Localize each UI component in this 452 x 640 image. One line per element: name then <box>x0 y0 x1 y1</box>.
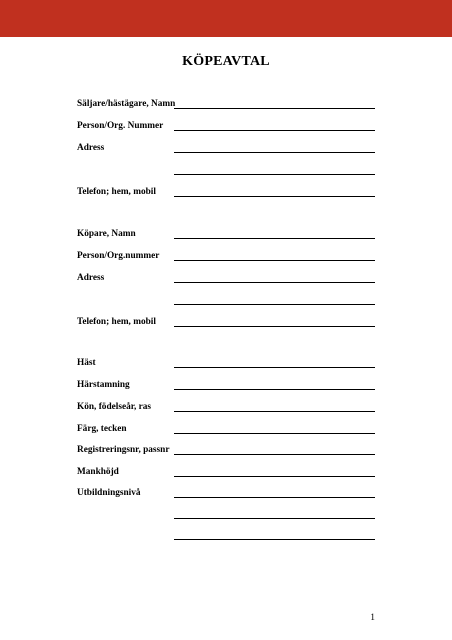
field-label: Kön, födelseår, ras <box>77 401 152 412</box>
fill-in-line[interactable] <box>174 389 375 390</box>
fill-in-line[interactable] <box>174 411 375 412</box>
fill-in-line[interactable] <box>174 497 375 498</box>
fill-in-line[interactable] <box>174 539 375 540</box>
form-row <box>77 313 375 327</box>
field-label: Färg, tecken <box>77 423 127 434</box>
fill-in-line[interactable] <box>174 476 375 477</box>
form-row <box>77 139 375 153</box>
form-row <box>77 247 375 261</box>
fill-in-line[interactable] <box>174 304 375 305</box>
form-row <box>77 183 375 197</box>
field-label: Mankhöjd <box>77 466 119 477</box>
fill-in-line[interactable] <box>174 282 375 283</box>
field-label: Person/Org.nummer <box>77 250 160 261</box>
field-label: Person/Org. Nummer <box>77 120 164 131</box>
field-label: Utbildningsnivå <box>77 487 141 498</box>
fill-in-line[interactable] <box>174 433 375 434</box>
fill-in-line[interactable] <box>174 196 375 197</box>
field-label: Telefon; hem, mobil <box>77 316 156 327</box>
fill-in-line[interactable] <box>174 454 375 455</box>
form-row <box>77 225 375 239</box>
form-row <box>77 117 375 131</box>
form-row <box>77 441 375 455</box>
fill-in-line[interactable] <box>174 152 375 153</box>
field-label: Telefon; hem, mobil <box>77 186 156 197</box>
form-row <box>77 291 375 305</box>
fill-in-line[interactable] <box>174 260 375 261</box>
form-row <box>77 420 375 434</box>
fill-in-line[interactable] <box>174 326 375 327</box>
field-label: Adress <box>77 142 105 153</box>
form-row <box>77 526 375 540</box>
form-row <box>77 269 375 283</box>
form-row <box>77 376 375 390</box>
fill-in-line[interactable] <box>174 174 375 175</box>
header-bar <box>0 0 452 37</box>
field-label: Härstamning <box>77 379 130 390</box>
fill-in-line[interactable] <box>174 130 375 131</box>
form-row <box>77 95 375 109</box>
form-row <box>77 398 375 412</box>
field-label: Köpare, Namn <box>77 228 136 239</box>
field-label: Säljare/hästägare, Namn <box>77 98 176 109</box>
fill-in-line[interactable] <box>174 108 375 109</box>
page-number: 1 <box>370 613 375 623</box>
form-row <box>77 463 375 477</box>
form-row <box>77 484 375 498</box>
fill-in-line[interactable] <box>174 518 375 519</box>
form-row <box>77 354 375 368</box>
field-label: Häst <box>77 357 96 368</box>
field-label: Adress <box>77 272 105 283</box>
fill-in-line[interactable] <box>174 367 375 368</box>
form-row <box>77 505 375 519</box>
field-label: Registreringsnr, passnr <box>77 444 170 455</box>
fill-in-line[interactable] <box>174 238 375 239</box>
page-title: KÖPEAVTAL <box>182 54 270 69</box>
form-row <box>77 161 375 175</box>
